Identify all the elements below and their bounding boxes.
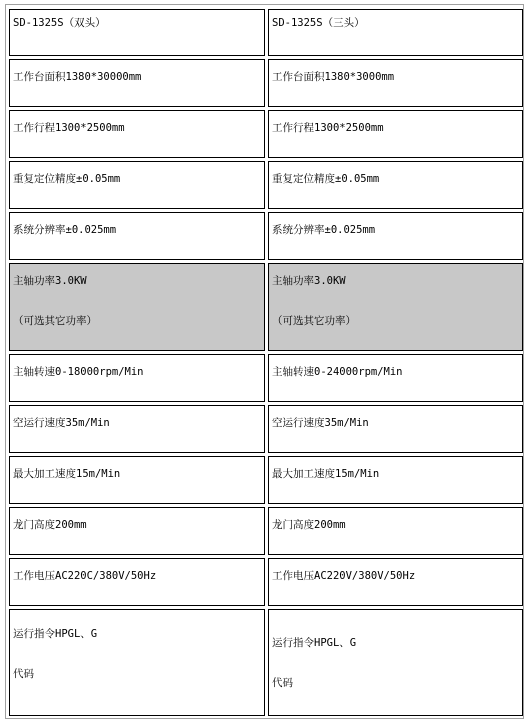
spindle-speed-text: 主轴转速0-24000rpm/Min xyxy=(272,366,403,378)
cell-resolution xyxy=(268,212,523,260)
gantry-height-text: 龙门高度200mm xyxy=(272,519,346,531)
repeat-accuracy-text: 重复定位精度±0.05mm xyxy=(272,173,380,185)
cell-idle-speed xyxy=(9,405,265,453)
cell-spindle-power xyxy=(9,263,265,351)
spindle-power-text: 主轴功率3.0KW xyxy=(272,275,346,287)
voltage-text: 工作电压AC220V/380V/50Hz xyxy=(272,570,416,582)
cell-voltage xyxy=(9,558,265,606)
max-machining-speed-text: 最大加工速度15m/Min xyxy=(272,468,380,480)
cell-command xyxy=(268,609,523,716)
cell-gantry-height xyxy=(9,507,265,555)
cell-gantry-height xyxy=(268,507,523,555)
voltage-text: 工作电压AC220C/380V/50Hz xyxy=(13,570,157,582)
repeat-accuracy-text: 重复定位精度±0.05mm xyxy=(13,173,121,185)
cell-travel xyxy=(9,110,265,158)
spindle-power-note: （可选其它功率） xyxy=(13,315,97,327)
spindle-speed-text: 主轴转速0-18000rpm/Min xyxy=(13,366,144,378)
spec-table xyxy=(5,4,524,719)
travel-text: 工作行程1300*2500mm xyxy=(272,122,384,134)
model-label: SD-1325S（双头） xyxy=(13,17,106,29)
command-text: 运行指令HPGL、G xyxy=(272,637,357,649)
cell-max-machining-speed xyxy=(268,456,523,504)
resolution-text: 系统分辨率±0.025mm xyxy=(13,224,117,236)
cell-model-triple xyxy=(268,9,523,56)
resolution-text: 系统分辨率±0.025mm xyxy=(272,224,376,236)
command-text: 运行指令HPGL、G xyxy=(13,628,98,640)
idle-speed-text: 空运行速度35m/Min xyxy=(272,417,369,429)
spindle-power-text: 主轴功率3.0KW xyxy=(13,275,87,287)
cell-resolution xyxy=(9,212,265,260)
gantry-height-text: 龙门高度200mm xyxy=(13,519,87,531)
model-label: SD-1325S（三头） xyxy=(272,17,365,29)
travel-text: 工作行程1300*2500mm xyxy=(13,122,125,134)
cell-voltage xyxy=(268,558,523,606)
idle-speed-text: 空运行速度35m/Min xyxy=(13,417,110,429)
command-cont-text: 代码 xyxy=(272,677,293,689)
cell-max-machining-speed xyxy=(9,456,265,504)
cell-spindle-power xyxy=(268,263,523,351)
cell-command xyxy=(9,609,265,716)
cell-table-area xyxy=(9,59,265,107)
table-area-text: 工作台面积1380*3000mm xyxy=(272,71,395,83)
table-area-text: 工作台面积1380*30000mm xyxy=(13,71,142,83)
cell-model-double xyxy=(9,9,265,56)
cell-table-area xyxy=(268,59,523,107)
spindle-power-note: （可选其它功率） xyxy=(272,315,356,327)
cell-travel xyxy=(268,110,523,158)
cell-spindle-speed xyxy=(9,354,265,402)
cell-repeat-accuracy xyxy=(268,161,523,209)
command-cont-text: 代码 xyxy=(13,668,34,680)
cell-repeat-accuracy xyxy=(9,161,265,209)
max-machining-speed-text: 最大加工速度15m/Min xyxy=(13,468,121,480)
cell-spindle-speed xyxy=(268,354,523,402)
cell-idle-speed xyxy=(268,405,523,453)
